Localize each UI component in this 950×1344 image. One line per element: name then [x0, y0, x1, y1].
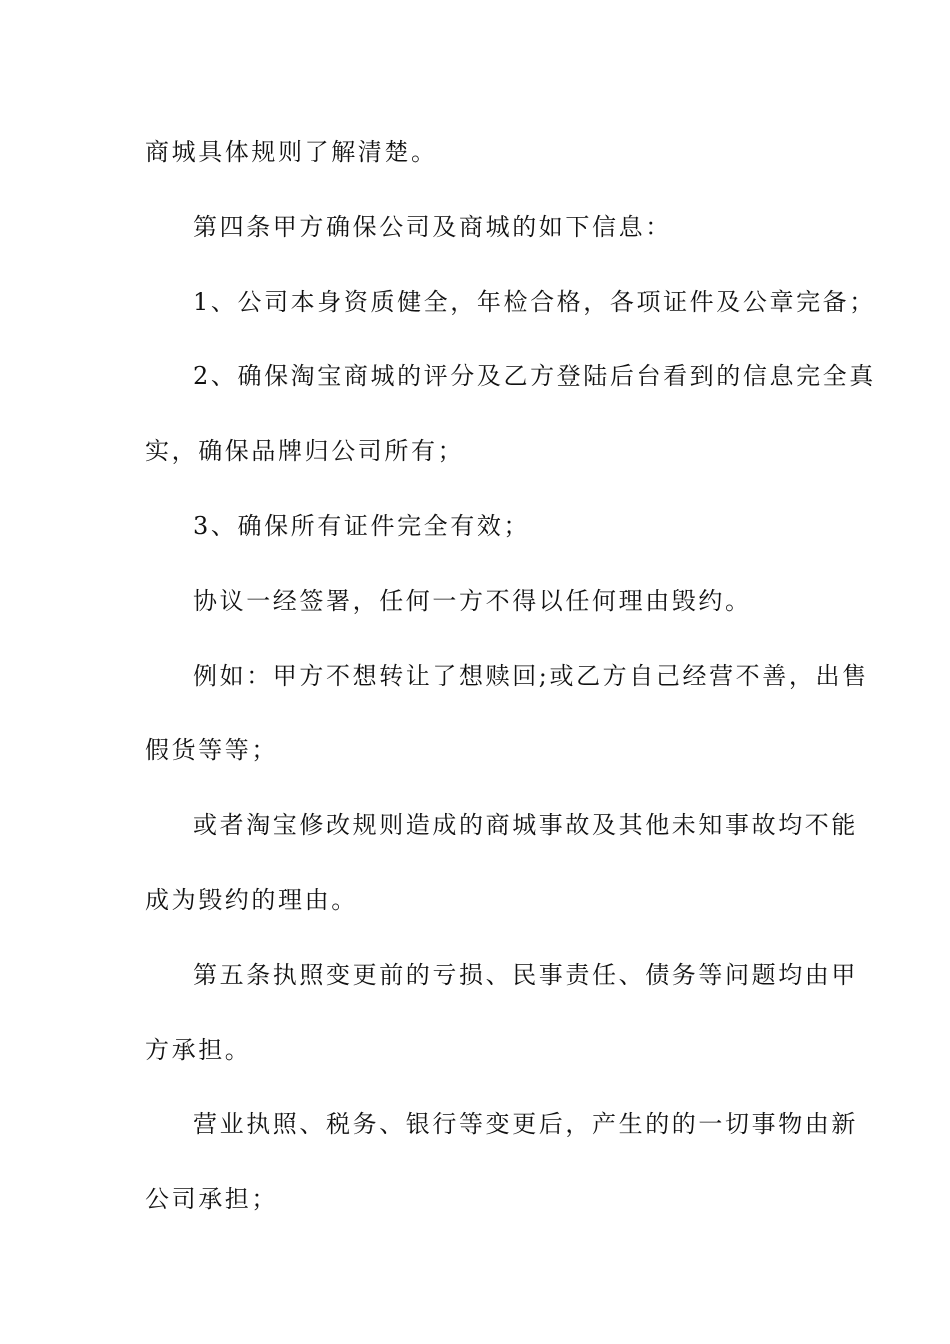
document-body [145, 133, 876, 1255]
article-5-heading-continuation: 方承担。 [145, 1035, 252, 1064]
rule-change-paragraph-continuation: 成为毁约的理由。 [145, 885, 358, 914]
article-4-item-3: 3、确保所有证件完全有效； [193, 511, 531, 540]
article-4-item-2: 2、确保淘宝商城的评分及乙方登陆后台看到的信息完全真 [193, 362, 876, 391]
post-change-paragraph-continuation: 公司承担； [145, 1185, 278, 1214]
article-5-heading: 第五条执照变更前的亏损、民事责任、债务等问题均由甲 [193, 960, 858, 989]
article-4-heading: 第四条甲方确保公司及商城的如下信息： [193, 212, 672, 241]
example-paragraph: 例如：甲方不想转让了想赎回;或乙方自己经营不善，出售 [193, 661, 869, 690]
rule-change-paragraph: 或者淘宝修改规则造成的商城事故及其他未知事故均不能 [193, 811, 858, 840]
agreement-binding-paragraph: 协议一经签署，任何一方不得以任何理由毁约。 [193, 586, 752, 615]
article-4-item-2-continuation: 实，确保品牌归公司所有； [145, 437, 465, 466]
article-4-item-1: 1、公司本身资质健全，年检合格，各项证件及公章完备； [193, 287, 876, 316]
post-change-paragraph: 营业执照、税务、银行等变更后，产生的的一切事物由新 [193, 1110, 858, 1139]
text-line-continuation: 商城具体规则了解清楚。 [145, 138, 438, 166]
example-paragraph-continuation: 假货等等； [145, 736, 278, 765]
